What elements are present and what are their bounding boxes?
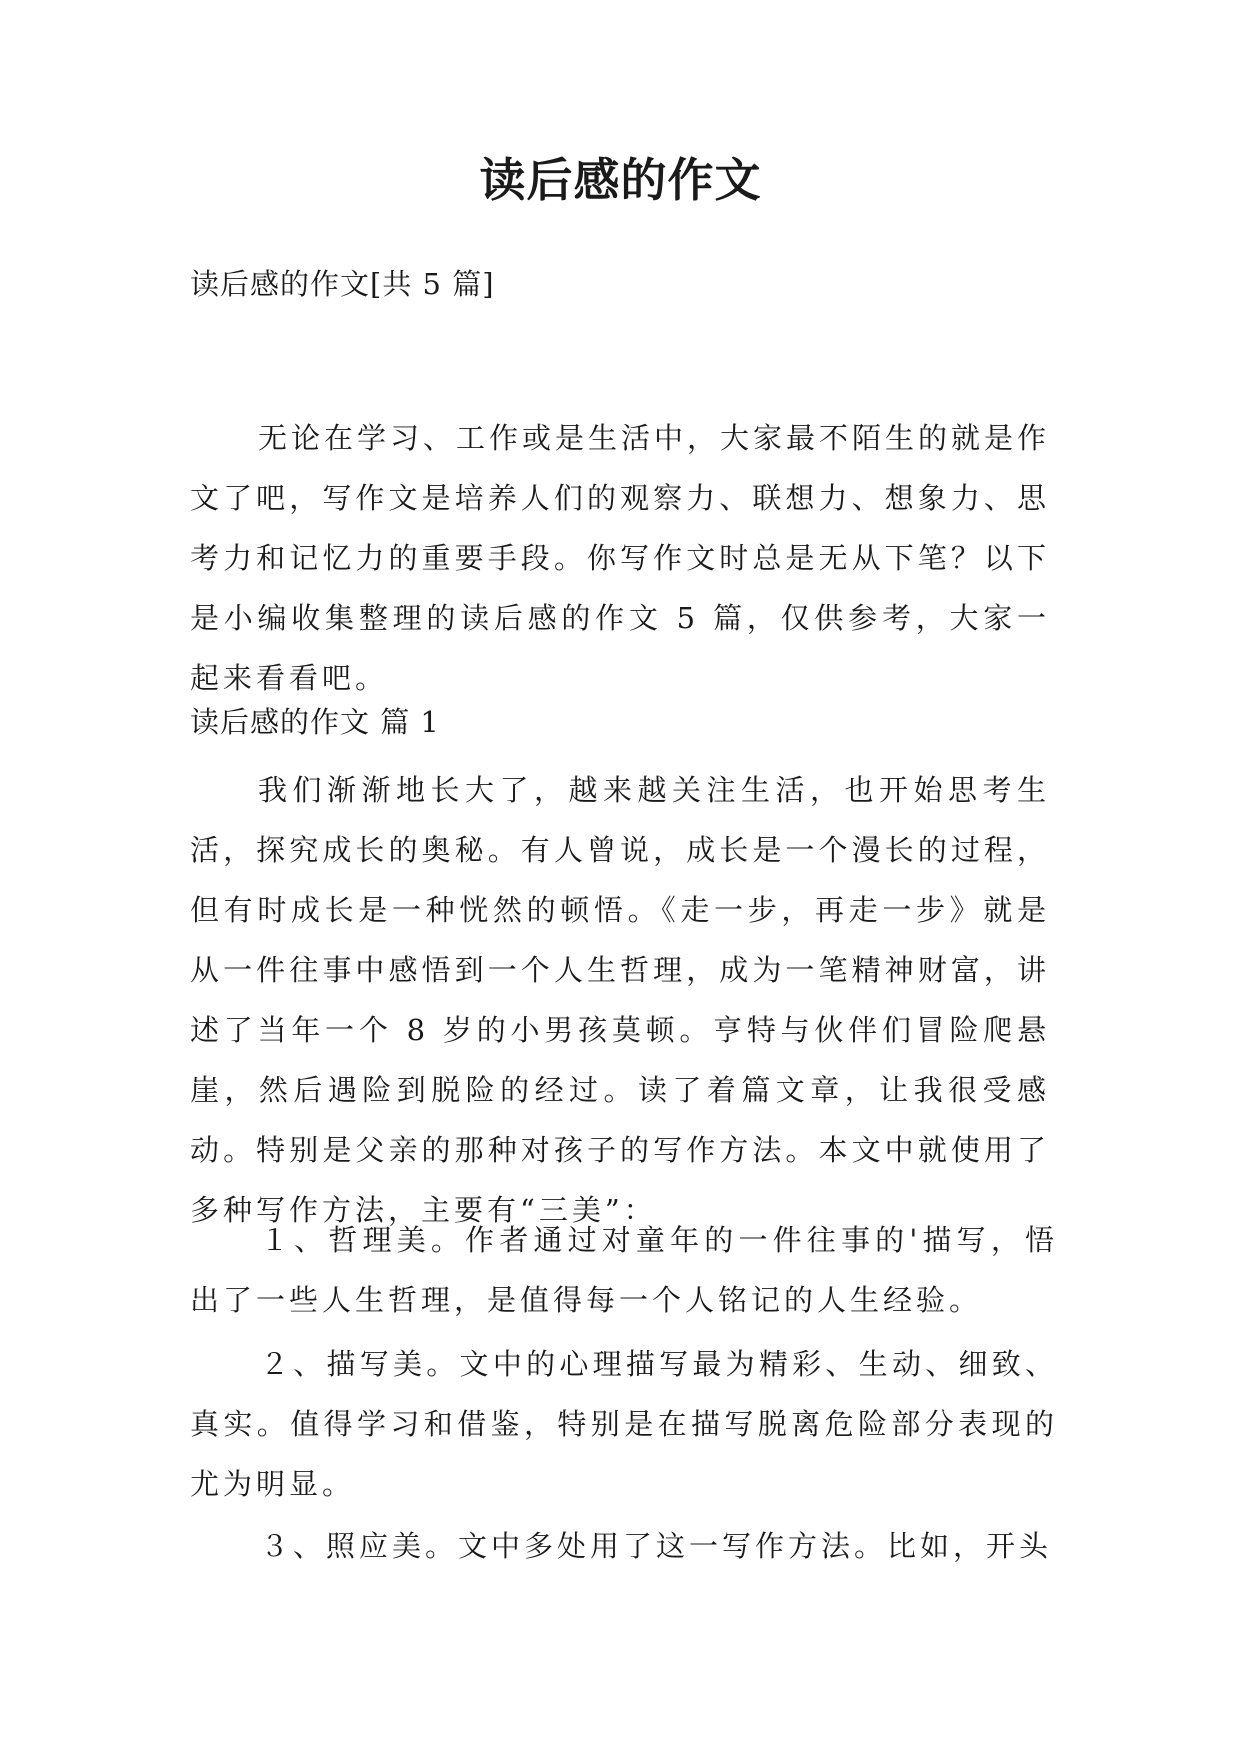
list-item-description: ２、描写美。文中的心理描写最为精彩、生动、细致、真实。值得学习和借鉴，特别是在描写脱离危险部分表现的尤为明显。 <box>190 1347 1058 1501</box>
list-item-philosophy: １、哲理美。作者通过对童年的一件往事的'描写，悟出了一些人生哲理，是值得每一个人铭记的人生经验。 <box>190 1223 1058 1317</box>
intro-paragraph: 无论在学习、工作或是生活中，大家最不陌生的就是作文了吧，写作文是培养人们的观察力、联想力、想象力、思考力和记忆力的重要手段。你写作文时总是无从下笔？以下是小编收集整理的读后感的作文 5 篇，仅供参考，大家一起来看看吧。 <box>190 421 1051 695</box>
document-subtitle: 读后感的作文[共 5 篇] <box>190 267 495 301</box>
list-item-echo: ３、照应美。文中多处用了这一写作方法。比如，开头 <box>260 1529 1053 1563</box>
section-heading: 读后感的作文 篇 1 <box>190 705 440 739</box>
document-title: 读后感的作文 <box>479 153 762 207</box>
body-paragraph: 我们渐渐地长大了，越来越关注生活，也开始思考生活，探究成长的奥秘。有人曾说，成长是一个漫长的过程，但有时成长是一种恍然的顿悟。《走一步，再走一步》就是从一件往事中感悟到一个人生哲理，成为一笔精神财富，讲述了当年一个 8 岁的小男孩莫顿。亨特与伙伴们冒险爬悬崖，然后遇险到脱险的经过。读了着篇文章，让我很受感动。特别是父亲的那种对孩子的写作方法。本文中就使用了多种写作方法，主要有“三美”： <box>190 773 1050 1227</box>
